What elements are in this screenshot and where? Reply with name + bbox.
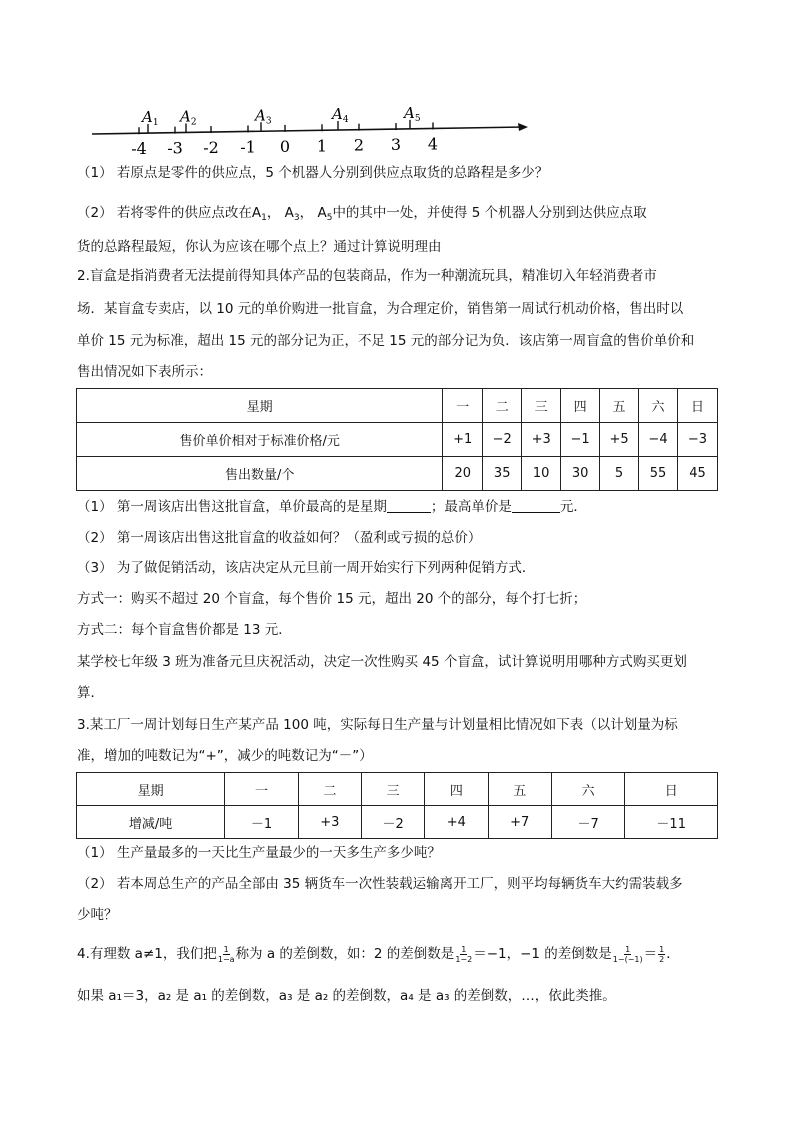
number-line-point-label: $A_2$ bbox=[180, 107, 197, 128]
p4-text-4: ＝ bbox=[643, 946, 658, 962]
school-purchase-line2: 算． bbox=[77, 685, 104, 701]
table-cell: 5 bbox=[600, 457, 639, 491]
number-line-tick-label: 4 bbox=[427, 134, 439, 154]
fraction-example-2 bbox=[455, 945, 472, 964]
fraction-numerator: 1 bbox=[625, 944, 631, 954]
problem3-question1: （1） 生产量最多的一天比生产量最少的一天多生产多少吨？ bbox=[77, 845, 441, 861]
point-a1-sub: 1 bbox=[261, 213, 267, 223]
fraction-denominator: 2 bbox=[659, 954, 665, 964]
table-cell: －7 bbox=[551, 806, 624, 839]
promotion-way1: 方式一：购买不超过 20 个盲盒，每个售价 15 元，超出 20 个的部分，每个打七折； bbox=[77, 591, 587, 607]
table-header-cell: 三 bbox=[522, 389, 561, 423]
answer-blank-weekday[interactable] bbox=[387, 499, 431, 513]
table-cell: −1 bbox=[561, 423, 600, 457]
fraction-numerator: 1 bbox=[461, 944, 467, 954]
number-line-tick-label: 0 bbox=[279, 136, 291, 156]
table-header-cell: 四 bbox=[425, 773, 488, 806]
table-header-cell: 六 bbox=[551, 773, 624, 806]
table-header-cell: 二 bbox=[483, 389, 522, 423]
promotion-way2: 方式二：每个盲盒售价都是 13 元． bbox=[77, 622, 292, 638]
table-cell: 30 bbox=[561, 457, 600, 491]
price-sales-table bbox=[76, 388, 718, 491]
table-header-cell: 四 bbox=[561, 389, 600, 423]
problem3-question2-line2: 少吨？ bbox=[77, 907, 118, 923]
point-a3-sub: 3 bbox=[293, 213, 300, 223]
problem2-intro-line4: 售出情况如下表所示： bbox=[77, 364, 212, 380]
problem3-intro-line1: 3.某工厂一周计划每日生产某产品 100 吨，实际每日生产量与计划量相比情况如下表（以计划量为标 bbox=[77, 717, 678, 733]
table-cell: +1 bbox=[443, 423, 483, 457]
fraction-numerator: 1 bbox=[223, 944, 229, 954]
fraction-numerator: 1 bbox=[659, 944, 665, 954]
separator: ， bbox=[266, 205, 285, 221]
production-table bbox=[76, 772, 718, 839]
separator: ， bbox=[299, 205, 318, 221]
fraction-reciprocal-def bbox=[218, 945, 235, 964]
problem2-question1 bbox=[77, 497, 737, 517]
table-cell: −3 bbox=[677, 423, 717, 457]
q1-text-b: ；最高单价是 bbox=[430, 499, 512, 515]
table-header-cell: 一 bbox=[225, 773, 298, 806]
problem2-question2: （2） 第一周该店出售这批盲盒的收益如何？（盈利或亏损的总价） bbox=[77, 530, 482, 546]
table-cell: 45 bbox=[677, 457, 717, 491]
table-row bbox=[77, 423, 718, 457]
school-purchase-line1: 某学校七年级 3 班为准备元旦庆祝活动，决定一次性购买 45 个盲盒，试计算说明用哪种方式购买更划 bbox=[77, 654, 687, 670]
problem1-question2-line1 bbox=[77, 203, 737, 228]
table-cell: 35 bbox=[483, 457, 522, 491]
number-line-tick-label: 2 bbox=[353, 135, 365, 155]
fraction-one-half bbox=[658, 945, 665, 964]
table-header-cell: 六 bbox=[639, 389, 678, 423]
problem1-question1: （1） 若原点是零件的供应点，5 个机器人分别到供应点取货的总路程是多少？ bbox=[77, 165, 549, 181]
problem2-intro-line2: 场．某盲盒专卖店，以 10 元的单价购进一批盲盒，为合理定价，销售第一周试行机动价格，售出时以 bbox=[77, 301, 684, 317]
table-cell: 20 bbox=[443, 457, 483, 491]
p4-text-1: 4.有理数 a≠1，我们把 bbox=[77, 946, 217, 962]
table-header-cell: 二 bbox=[298, 773, 361, 806]
table-cell: +7 bbox=[488, 806, 551, 839]
table-cell: －11 bbox=[625, 806, 718, 839]
number-line-tick-label: 1 bbox=[316, 136, 328, 156]
table-cell: 55 bbox=[639, 457, 678, 491]
problem2-question3: （3） 为了做促销活动，该店决定从元旦前一周开始实行下列两种促销方式． bbox=[77, 560, 536, 576]
fraction-denominator: 1−2 bbox=[455, 954, 473, 964]
problem2-intro-line1: 2.盲盒是指消费者无法提前得知具体产品的包装商品，作为一种潮流玩具，精准切入年轻消费者市 bbox=[77, 268, 657, 284]
table-cell: +4 bbox=[425, 806, 488, 839]
fraction-denominator: 1−(−1) bbox=[612, 954, 643, 964]
problem3-question2-line1: （2） 若本周总生产的产品全部由 35 辆货车一次性装载运输离开工厂，则平均每辆货车大约需装载多 bbox=[77, 876, 683, 892]
point-a5-label: A bbox=[317, 205, 327, 221]
point-a5-sub: 5 bbox=[326, 213, 333, 223]
answer-blank-price[interactable] bbox=[512, 499, 560, 513]
number-line-arrow bbox=[518, 123, 528, 131]
number-line-point-label: $A_4$ bbox=[332, 105, 349, 126]
table-header-row bbox=[77, 773, 718, 806]
q1-text-a: （1） 第一周该店出售这批盲盒，单价最高的是星期 bbox=[77, 499, 387, 515]
table-cell: −4 bbox=[639, 423, 678, 457]
problem4-definition bbox=[77, 941, 737, 967]
point-a3-label: A bbox=[284, 205, 294, 221]
number-line-tick-label: -4 bbox=[131, 139, 147, 158]
table-header-cell: 五 bbox=[600, 389, 639, 423]
table-cell: +5 bbox=[600, 423, 639, 457]
p4-text-3: ＝−1，−1 的差倒数是 bbox=[473, 946, 612, 962]
table-cell: －2 bbox=[362, 806, 425, 839]
table-row bbox=[77, 806, 718, 839]
p4-text-5: ． bbox=[666, 946, 680, 962]
number-line-tick-label: -1 bbox=[240, 137, 256, 157]
table-cell: 10 bbox=[522, 457, 561, 491]
table-header-cell: 星期 bbox=[77, 389, 443, 423]
table-header-cell: 日 bbox=[625, 773, 718, 806]
number-line-tick-label: 3 bbox=[390, 135, 402, 155]
table-header-cell: 三 bbox=[362, 773, 425, 806]
number-line-tick-label: -3 bbox=[167, 138, 183, 158]
number-line-point-label: $A_1$ bbox=[142, 108, 159, 129]
table-cell: 售出数量/个 bbox=[77, 457, 443, 491]
table-header-cell: 五 bbox=[488, 773, 551, 806]
table-header-cell: 日 bbox=[677, 389, 717, 423]
number-line-ticks bbox=[131, 122, 438, 158]
table-header-cell: 一 bbox=[443, 389, 483, 423]
problem3-intro-line2: 准，增加的吨数记为“+”，减少的吨数记为“－”） bbox=[77, 748, 373, 764]
q1-text-c: 元． bbox=[559, 499, 587, 515]
q2-text-a: （2） 若将零件的供应点改在 bbox=[77, 205, 252, 221]
table-cell: +3 bbox=[522, 423, 561, 457]
fraction-denominator: 1−a bbox=[217, 954, 235, 964]
problem1-question2-line2: 货的总路程最短，你认为应该在哪个点上？通过计算说明理由 bbox=[77, 239, 442, 255]
table-cell: 售价单价相对于标准价格/元 bbox=[77, 423, 443, 457]
table-header-row bbox=[77, 389, 718, 423]
problem4-sequence-line: 如果 a₁＝3，a₂ 是 a₁ 的差倒数，a₃ 是 a₂ 的差倒数，a₄ 是 a₃ 的差倒数，…，依此类推。 bbox=[77, 988, 616, 1004]
table-cell: +3 bbox=[298, 806, 361, 839]
p4-text-2: 称为 a 的差倒数，如：2 的差倒数是 bbox=[235, 946, 455, 962]
table-cell: −2 bbox=[483, 423, 522, 457]
fraction-example-neg1 bbox=[613, 945, 643, 964]
q2-text-b: 中的其中一处，并使得 5 个机器人分别到达供应点取 bbox=[332, 205, 647, 221]
table-cell: －1 bbox=[225, 806, 298, 839]
point-a1-label: A bbox=[251, 205, 262, 221]
number-line-point-label: $A_3$ bbox=[255, 106, 272, 127]
table-row bbox=[77, 457, 718, 491]
number-line-point-label: $A_5$ bbox=[404, 103, 421, 124]
problem2-intro-line3: 单价 15 元为标准，超出 15 元的部分记为正，不足 15 元的部分记为负．该店第一周盲盒的售价单价和 bbox=[77, 333, 695, 349]
number-line-figure bbox=[88, 102, 538, 158]
number-line-tick-label: -2 bbox=[203, 138, 219, 158]
table-header-cell: 星期 bbox=[77, 773, 225, 806]
table-cell: 增减/吨 bbox=[77, 806, 225, 839]
